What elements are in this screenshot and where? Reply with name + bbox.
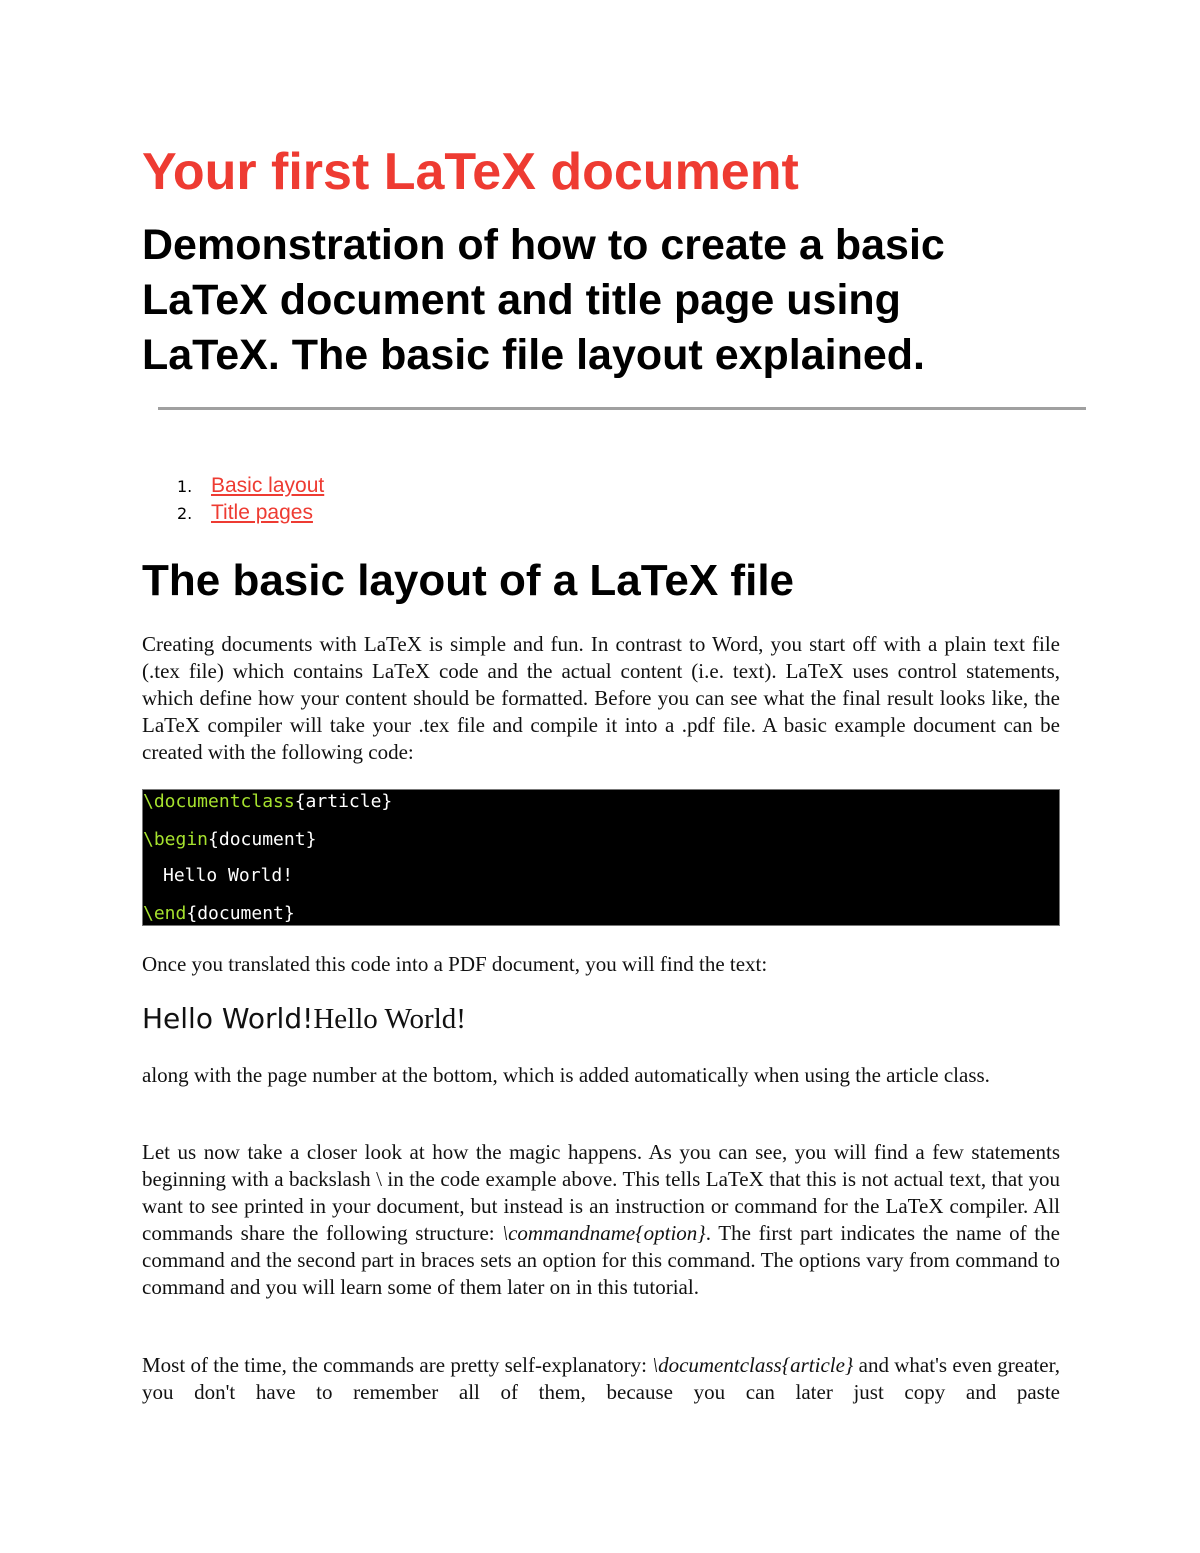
code-line — [163, 864, 293, 888]
paragraph-text: Most of the time, the commands are pretty self-explanatory: — [142, 1353, 653, 1377]
document-title: Your first LaTeX document — [142, 143, 799, 201]
toc-item — [142, 471, 324, 498]
paragraph-text: . The first part indicates the name of the command and the second part in braces sets an option for this command. The options vary from command to command and you will learn some of them later on in this tutorial. — [142, 1221, 1060, 1299]
paragraph-self-explanatory — [142, 1352, 1060, 1406]
code-command: \documentclass — [143, 791, 295, 812]
code-line — [143, 790, 392, 814]
command-syntax-example: \commandname{option} — [502, 1221, 706, 1245]
toc-number: 1. — [177, 477, 193, 496]
table-of-contents — [142, 471, 324, 525]
hello-world-serif: Hello World! — [313, 1003, 466, 1035]
paragraph-page-number: along with the page number at the bottom, which is added automatically when using the article class. — [142, 1063, 990, 1087]
toc-number: 2. — [177, 504, 193, 523]
paragraph-text: and what's even greater, you don't have to remember all of them, because you can later just copy and paste — [142, 1353, 1061, 1404]
code-line — [143, 902, 295, 926]
paragraph-result-intro: Once you translated this code into a PDF document, you will find the text: — [142, 952, 768, 976]
code-text: Hello World! — [163, 865, 294, 886]
toc-link-basic-layout[interactable]: Basic layout — [211, 474, 325, 497]
document-subtitle: Demonstration of how to create a basic LaTeX document and title page using LaTeX. The basic file layout explained. — [142, 221, 945, 379]
code-argument: {document} — [208, 829, 317, 850]
paragraph-text: Let us now take a closer look at how the magic happens. As you can see, you will find a few statements beginning with a backslash \ in the code example above. This tells LaTeX that this is not actual text, that you want to see printed in your document, but instead is an instruction or command for the LaTeX compiler. All commands share the following structure: — [142, 1140, 1060, 1245]
code-command: \begin — [143, 829, 209, 850]
code-argument: {article} — [294, 791, 393, 812]
code-command: \end — [143, 903, 187, 924]
section-heading: The basic layout of a LaTeX file — [142, 556, 795, 605]
documentclass-example: \documentclass{article} — [652, 1353, 854, 1377]
code-line — [143, 828, 316, 852]
paragraph-command-structure — [142, 1139, 1060, 1301]
hello-world-sans: Hello World! — [142, 1002, 314, 1035]
horizontal-rule — [158, 407, 1086, 410]
toc-item — [142, 498, 324, 525]
paragraph-intro: Creating documents with LaTeX is simple and fun. In contrast to Word, you start off with a plain text file (.tex file) which contains LaTeX code and the actual content (i.e. text). LaTeX uses control statements, which define how your content should be formatted. Before you can see what the final result looks like, the LaTeX compiler will take your .tex file and compile it into a .pdf file. A basic example document can be created with the following code: — [142, 632, 1060, 764]
code-block — [142, 789, 1060, 926]
code-argument: {document} — [186, 903, 295, 924]
hello-world-output — [142, 999, 466, 1044]
toc-link-title-pages[interactable]: Title pages — [211, 501, 313, 524]
